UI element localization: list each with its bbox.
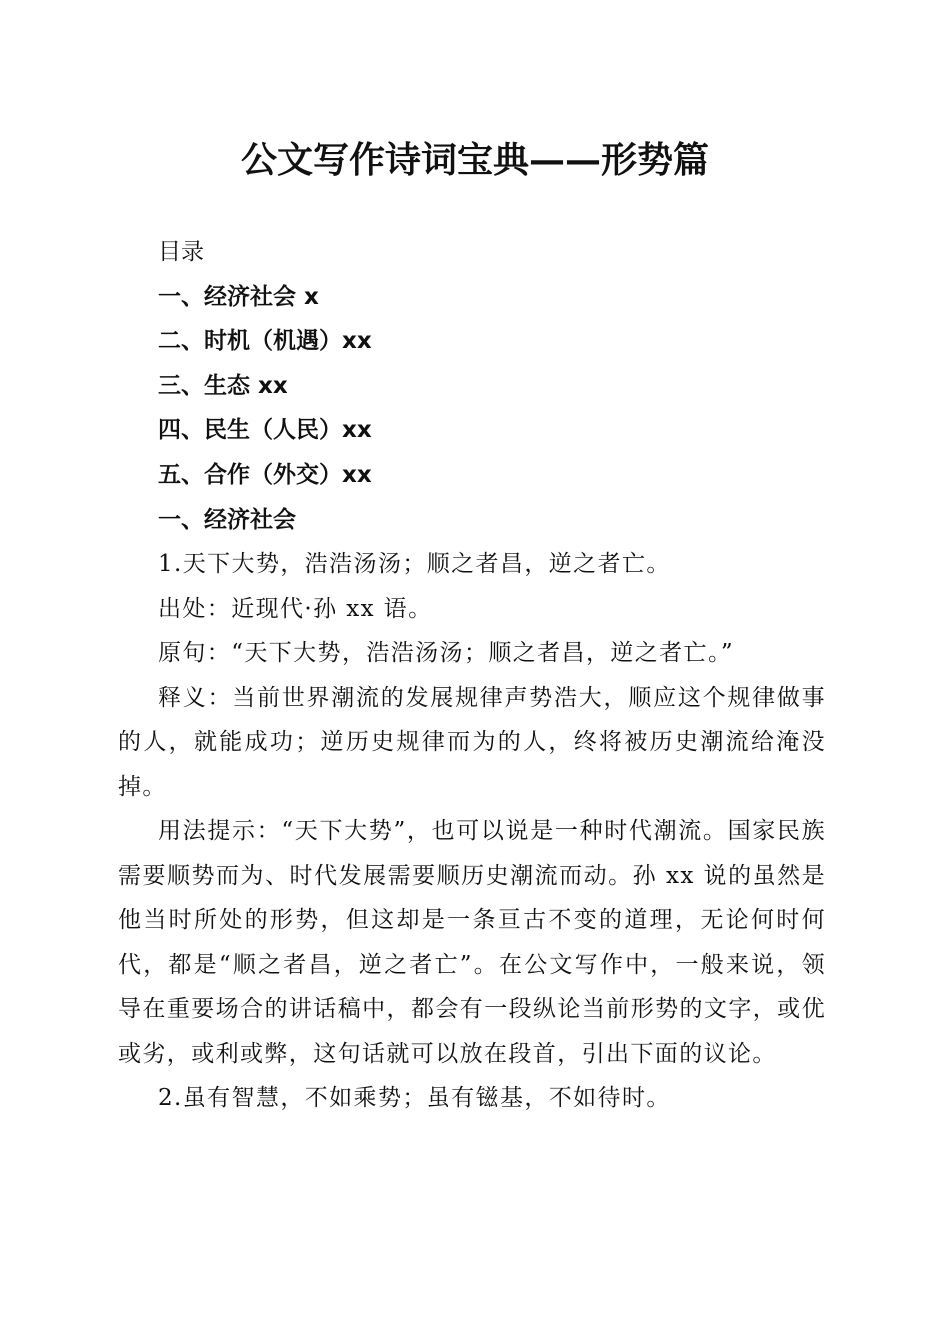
quote-heading: 1.天下大势，浩浩汤汤；顺之者昌，逆之者亡。 <box>158 551 671 577</box>
explanation-paragraph: 释义：当前世界潮流的发展规律声势浩大，顺应这个规律做事的人，就能成功；逆历史规律而为的人，终将被历史潮流给淹没掉。 <box>118 684 826 800</box>
table-of-contents <box>158 230 838 542</box>
original-text-paragraph: 原句：“天下大势，浩浩汤汤；顺之者昌，逆之者亡。” <box>158 640 735 666</box>
usage-tip-paragraph: 用法提示：“天下大势”，也可以说是一种时代潮流。国家民族需要顺势而为、时代发展需要顺历史潮流而动。孙 xx 说的虽然是他当时所处的形势，但这却是一条亘古不变的道理，无论何时何代，都是“顺之者昌，逆之者亡”。在公文写作中，一般来说，领导在重要场合的讲话稿中，都会有一段纵论当前形势的文字，或优或劣，或利或弊，这句话就可以放在段首，引出下面的议论。 <box>118 818 826 1067</box>
toc-item: 五、合作（外交）xx <box>158 461 372 488</box>
toc-label: 目录 <box>158 239 204 265</box>
toc-item: 一、经济社会 x <box>158 283 319 310</box>
document-title: 公文写作诗词宝典——形势篇 <box>240 139 709 181</box>
document-body <box>118 542 826 1121</box>
source-paragraph: 出处：近现代·孙 xx 语。 <box>158 595 433 622</box>
toc-item: 四、民生（人民）xx <box>158 417 372 444</box>
section-heading: 一、经济社会 <box>158 506 296 533</box>
toc-item: 二、时机（机遇）xx <box>158 328 372 355</box>
quote-heading: 2.虽有智慧，不如乘势；虽有镃基，不如待时。 <box>158 1085 671 1111</box>
toc-item: 三、生态 xx <box>158 372 288 399</box>
